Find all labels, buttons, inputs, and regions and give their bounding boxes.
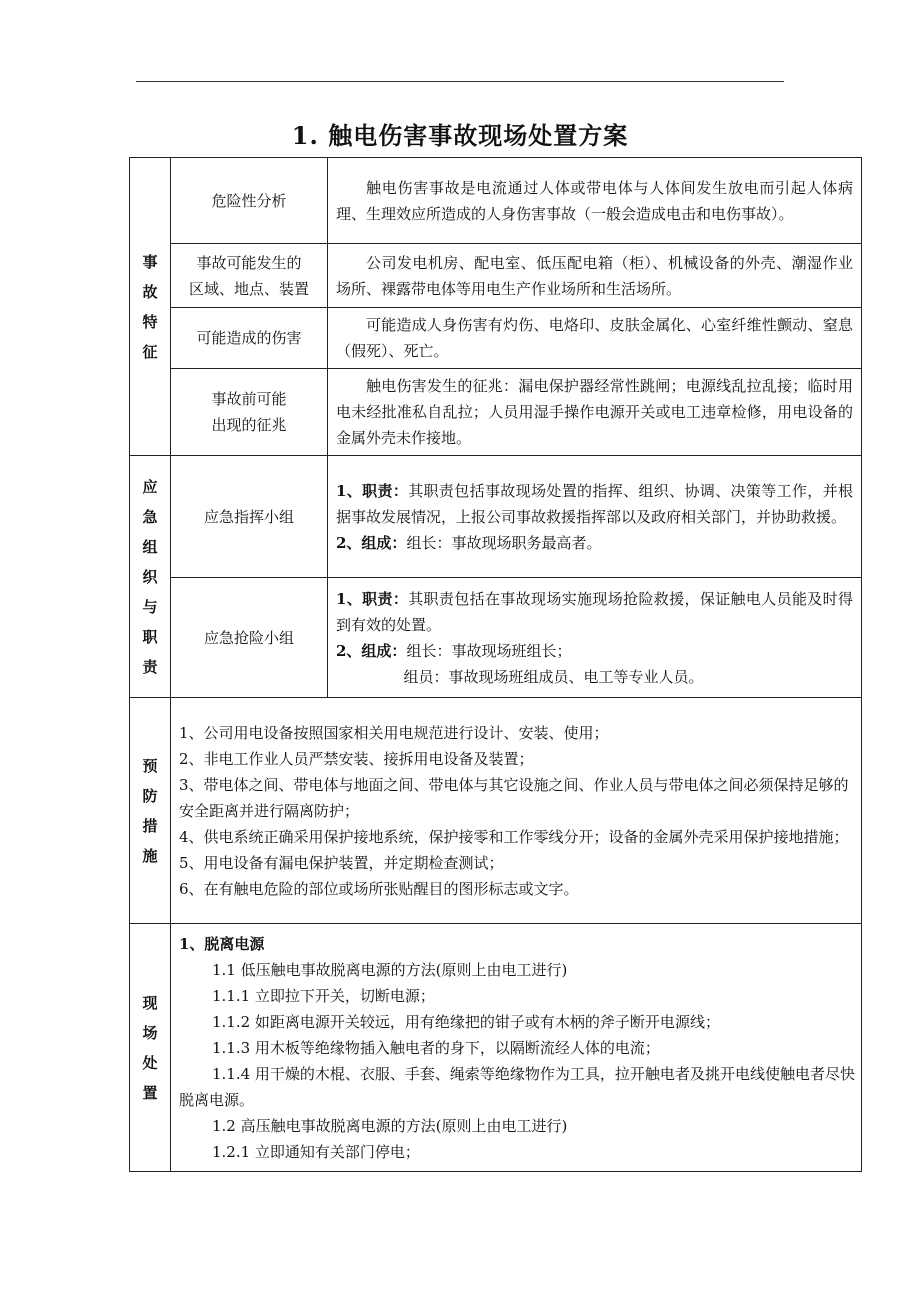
table-row <box>130 369 862 456</box>
list-item: 1、公司用电设备按照国家相关用电规范进行设计、安装、使用； <box>179 723 609 742</box>
list-item: 3、带电体之间、带电体与地面之间、带电体与其它设施之间、作业人员与带电体之间必须保持足够的安全距离并进行隔离防护； <box>179 775 849 820</box>
onsite-procedure <box>171 924 862 1172</box>
table-row <box>130 698 862 924</box>
row-label-command-group: 应急指挥小组 <box>171 456 328 578</box>
section-header-organization: 应 急 组 织 与 职 责 <box>130 456 171 698</box>
row-text-hazard-analysis: 触电伤害事故是电流通过人体或带电体与人体间发生放电而引起人体病理、生理效应所造成的人身伤害事故（一般会造成电击和电伤事故）。 <box>328 158 862 244</box>
row-text-signs: 触电伤害发生的征兆：漏电保护器经常性跳闸；电源线乱拉乱接；临时用电未经批准私自乱拉；人员用湿手操作电源开关或电工违章检修，用电设备的金属外壳未作接地。 <box>328 369 862 456</box>
list-item: 5、用电设备有漏电保护装置，并定期检查测试； <box>179 853 504 872</box>
header-rule <box>136 81 784 82</box>
row-text-area: 公司发电机房、配电室、低压配电箱（柜）、机械设备的外壳、潮湿作业场所、裸露带电体等用电生产作业场所和生活场所。 <box>328 244 862 308</box>
rescue-group-duties: 1、职责：其职责包括在事故现场实施现场抢险救援，保证触电人员能及时得到有效的处置。 2、组成：组长：事故现场班组长； 组员：事故现场班组成员、电工等专业人员。 <box>328 578 862 698</box>
list-item: 1.2.1 立即通知有关部门停电； <box>212 1142 420 1161</box>
page-title: 1. 触电伤害事故现场处置方案 <box>291 121 629 150</box>
list-item: 4、供电系统正确采用保护接地系统，保护接零和工作零线分开；设备的金属外壳采用保护接地措施； <box>179 827 849 846</box>
table-row <box>130 578 862 698</box>
row-label-signs: 事故前可能 出现的征兆 <box>171 369 328 456</box>
row-label-hazard-analysis: 危险性分析 <box>171 158 328 244</box>
row-label-injury: 可能造成的伤害 <box>171 308 328 369</box>
row-label-rescue-group: 应急抢险小组 <box>171 578 328 698</box>
table-row <box>130 158 862 244</box>
section-header-prevention: 预 防 措 施 <box>130 698 171 924</box>
plan-table <box>129 157 862 1172</box>
prevention-list <box>171 698 862 924</box>
list-item: 1.1 低压触电事故脱离电源的方法(原则上由电工进行) <box>212 960 568 979</box>
list-item: 1.2 高压触电事故脱离电源的方法(原则上由电工进行) <box>212 1116 568 1135</box>
row-label-area: 事故可能发生的 区域、地点、装置 <box>171 244 328 308</box>
table-row <box>130 244 862 308</box>
list-item: 1.1.3 用木板等绝缘物插入触电者的身下，以隔断流经人体的电流； <box>212 1038 660 1057</box>
row-text-injury: 可能造成人身伤害有灼伤、电烙印、皮肤金属化、心室纤维性颤动、窒息（假死）、死亡。 <box>328 308 862 369</box>
table-row <box>130 456 862 578</box>
list-item: 1.1.1 立即拉下开关，切断电源； <box>212 986 435 1005</box>
list-item: 1.1.4 用干燥的木棍、衣服、手套、绳索等绝缘物作为工具，拉开触电者及挑开电线使触电者尽快脱离电源。 <box>179 1064 855 1109</box>
table-row <box>130 924 862 1172</box>
table-row <box>130 308 862 369</box>
command-group-duties: 1、职责：其职责包括事故现场处置的指挥、组织、协调、决策等工作，并根据事故发展情况，上报公司事故救援指挥部以及政府相关部门，并协助救援。 2、组成：组长：事故现场职务最高者。 <box>328 456 862 578</box>
section-header-onsite: 现 场 处 置 <box>130 924 171 1172</box>
list-item: 2、非电工作业人员严禁安装、接拆用电设备及装置； <box>179 749 534 768</box>
list-item: 1.1.2 如距离电源开关较远，用有绝缘把的钳子或有木柄的斧子断开电源线； <box>212 1012 720 1031</box>
list-item: 6、在有触电危险的部位或场所张贴醒目的图形标志或文字。 <box>179 879 579 898</box>
section-header-accident: 事 故 特 征 <box>130 158 171 456</box>
procedure-heading: 1、脱离电源 <box>179 934 265 953</box>
